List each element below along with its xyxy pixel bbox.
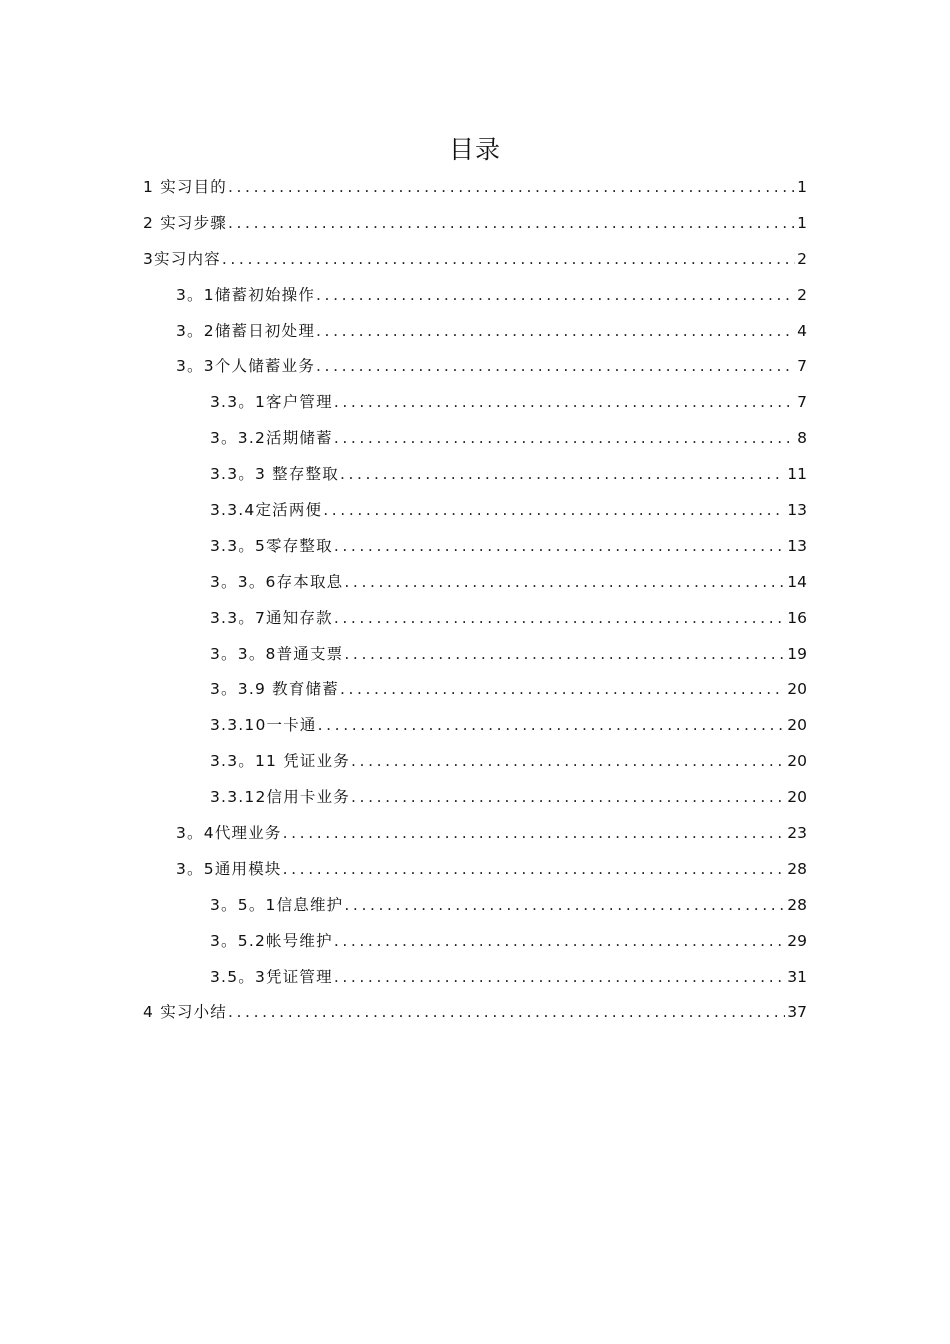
toc-entry-label: 3.3.12信用卡业务 bbox=[210, 788, 351, 807]
toc-entry-page-number: 8 bbox=[797, 429, 807, 448]
toc-dot-leader bbox=[344, 637, 785, 673]
toc-entry[interactable] bbox=[143, 780, 807, 816]
toc-dot-leader bbox=[340, 457, 785, 493]
toc-entry-label: 3。4代理业务 bbox=[176, 824, 282, 843]
toc-entry-page-number: 2 bbox=[797, 249, 807, 268]
toc-entry-page-number: 7 bbox=[797, 393, 807, 412]
toc-dot-leader bbox=[334, 529, 785, 565]
toc-entry-page-number: 28 bbox=[787, 895, 807, 914]
toc-entry-page-number: 1 bbox=[797, 213, 807, 232]
toc-entry[interactable] bbox=[143, 170, 807, 206]
toc-entry-label: 2 实习步骤 bbox=[143, 213, 227, 232]
toc-entry-page-number: 14 bbox=[787, 572, 807, 591]
toc-entry-page-number: 31 bbox=[787, 967, 807, 986]
toc-dot-leader bbox=[316, 278, 795, 314]
toc-entry-label: 3实习内容 bbox=[143, 249, 221, 268]
toc-dot-leader bbox=[318, 708, 786, 744]
toc-dot-leader bbox=[316, 314, 795, 350]
toc-dot-leader bbox=[334, 601, 785, 637]
toc-entry[interactable] bbox=[143, 385, 807, 421]
toc-entry-page-number: 20 bbox=[787, 752, 807, 771]
toc-dot-leader bbox=[334, 385, 795, 421]
toc-entry-label: 3.3.4定活两便 bbox=[210, 501, 323, 520]
toc-entry-page-number: 23 bbox=[787, 824, 807, 843]
toc-entry-label: 3。5.2帐号维护 bbox=[210, 931, 333, 950]
toc-dot-leader bbox=[351, 780, 785, 816]
toc-dot-leader bbox=[340, 672, 785, 708]
toc-entry[interactable] bbox=[143, 242, 807, 278]
toc-entry[interactable] bbox=[143, 744, 807, 780]
toc-dot-leader bbox=[334, 421, 795, 457]
toc-entry-page-number: 7 bbox=[797, 357, 807, 376]
toc-entry-label: 3.3。11 凭证业务 bbox=[210, 752, 351, 771]
toc-entry[interactable] bbox=[143, 206, 807, 242]
toc-entry-page-number: 19 bbox=[787, 644, 807, 663]
toc-entry-label: 3.3。5零存整取 bbox=[210, 536, 333, 555]
toc-dot-leader bbox=[283, 816, 786, 852]
toc-entry-page-number: 13 bbox=[787, 536, 807, 555]
toc-entry[interactable] bbox=[143, 888, 807, 924]
toc-entry-label: 3。2储蓄日初处理 bbox=[176, 321, 316, 340]
toc-entry-page-number: 28 bbox=[787, 859, 807, 878]
toc-entry-label: 3。5。1信息维护 bbox=[210, 895, 344, 914]
toc-dot-leader bbox=[222, 242, 795, 278]
toc-entry-label: 3。3.2活期储蓄 bbox=[210, 429, 333, 448]
toc-entry[interactable] bbox=[143, 852, 807, 888]
toc-entry[interactable] bbox=[143, 457, 807, 493]
toc-dot-leader bbox=[344, 565, 785, 601]
toc-entry[interactable] bbox=[143, 421, 807, 457]
toc-entry[interactable] bbox=[143, 672, 807, 708]
toc-entry[interactable] bbox=[143, 816, 807, 852]
toc-entry[interactable] bbox=[143, 924, 807, 960]
toc-entry[interactable] bbox=[143, 995, 807, 1031]
toc-dot-leader bbox=[351, 744, 785, 780]
toc-entry-page-number: 2 bbox=[797, 285, 807, 304]
toc-dot-leader bbox=[283, 852, 786, 888]
toc-entry-label: 1 实习目的 bbox=[143, 178, 227, 196]
toc-entry[interactable] bbox=[143, 601, 807, 637]
toc-entry[interactable] bbox=[143, 529, 807, 565]
toc-entry[interactable] bbox=[143, 349, 807, 385]
toc-dot-leader bbox=[316, 349, 795, 385]
toc-title: 目录 bbox=[448, 135, 501, 164]
toc-list bbox=[143, 170, 807, 1031]
toc-entry-label: 3。1储蓄初始操作 bbox=[176, 285, 316, 304]
toc-entry[interactable] bbox=[143, 278, 807, 314]
toc-entry[interactable] bbox=[143, 565, 807, 601]
toc-entry[interactable] bbox=[143, 960, 807, 996]
toc-entry-label: 3.3。7通知存款 bbox=[210, 608, 333, 627]
toc-entry-page-number: 37 bbox=[787, 1003, 807, 1022]
toc-entry-page-number: 29 bbox=[787, 931, 807, 950]
toc-entry-label: 3。3.9 教育储蓄 bbox=[210, 680, 339, 699]
toc-dot-leader bbox=[323, 493, 785, 529]
toc-dot-leader bbox=[228, 170, 795, 206]
toc-entry-label: 3。3个人储蓄业务 bbox=[176, 357, 316, 376]
toc-entry-label: 3.3。1客户管理 bbox=[210, 393, 333, 412]
toc-entry[interactable] bbox=[143, 708, 807, 744]
toc-dot-leader bbox=[334, 924, 785, 960]
toc-entry[interactable] bbox=[143, 637, 807, 673]
toc-entry-page-number: 20 bbox=[787, 788, 807, 807]
toc-entry-label: 3.3。3 整存整取 bbox=[210, 465, 339, 484]
toc-entry-page-number: 11 bbox=[787, 465, 807, 484]
toc-entry-page-number: 1 bbox=[797, 178, 807, 196]
toc-entry[interactable] bbox=[143, 493, 807, 529]
toc-entry-page-number: 16 bbox=[787, 608, 807, 627]
toc-entry-label: 3.5。3凭证管理 bbox=[210, 967, 333, 986]
toc-dot-leader bbox=[344, 888, 785, 924]
toc-entry-label: 3。3。8普通支票 bbox=[210, 644, 344, 663]
toc-entry-page-number: 13 bbox=[787, 501, 807, 520]
toc-entry[interactable] bbox=[143, 314, 807, 350]
toc-dot-leader bbox=[334, 960, 785, 996]
toc-entry-page-number: 20 bbox=[787, 680, 807, 699]
toc-dot-leader bbox=[228, 206, 795, 242]
toc-entry-label: 3.3.10一卡通 bbox=[210, 716, 317, 735]
toc-dot-leader bbox=[228, 995, 785, 1031]
toc-entry-label: 3。5通用模块 bbox=[176, 859, 282, 878]
toc-entry-page-number: 4 bbox=[797, 321, 807, 340]
toc-entry-page-number: 20 bbox=[787, 716, 807, 735]
toc-entry-label: 4 实习小结 bbox=[143, 1003, 227, 1022]
toc-entry-label: 3。3。6存本取息 bbox=[210, 572, 344, 591]
